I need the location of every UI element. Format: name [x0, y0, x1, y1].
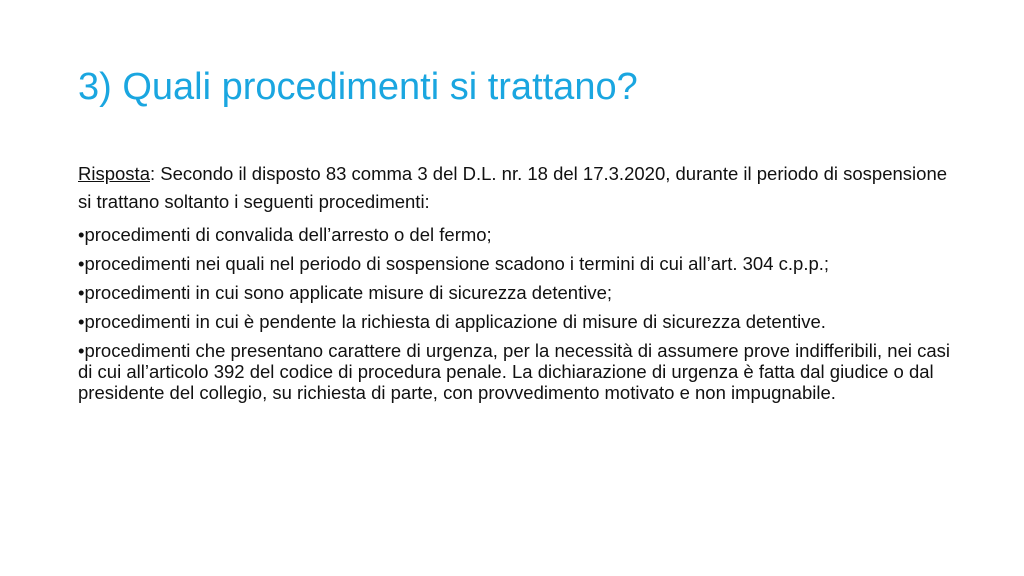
- slide-body: [78, 160, 950, 411]
- list-item: [78, 224, 950, 245]
- list-item-text: procedimenti in cui è pendente la richiesta di applicazione di misure di sicurezza detentive.: [84, 311, 826, 332]
- list-item: [78, 340, 950, 403]
- list-item-text: procedimenti che presentano carattere di urgenza, per la necessità di assumere prove indifferibili, nei casi di cui all’articolo 392 del codice di procedura penale. La dichiarazione di urgenza è fatta dal giudice o dal presidente del collegio, su richiesta di parte, con provvedimento motivato e non impugnabile.: [78, 340, 951, 403]
- answer-paragraph: [78, 160, 950, 216]
- slide-title: 3) Quali procedimenti si trattano?: [78, 66, 638, 108]
- list-item: [78, 311, 950, 332]
- bullet-icon: •: [78, 340, 85, 361]
- list-item: [78, 282, 950, 303]
- procedure-list: [78, 224, 950, 403]
- bullet-icon: •: [78, 253, 85, 274]
- list-item: [78, 253, 950, 274]
- bullet-icon: •: [78, 311, 85, 332]
- list-item-text: procedimenti nei quali nel periodo di sospensione scadono i termini di cui all’art. 304 c.p.p.;: [84, 253, 830, 274]
- list-item-text: procedimenti di convalida dell’arresto o del fermo;: [84, 224, 492, 245]
- answer-text: : Secondo il disposto 83 comma 3 del D.L. nr. 18 del 17.3.2020, durante il periodo di sospensione si trattano soltanto i seguenti procedimenti:: [78, 163, 948, 212]
- answer-label: Risposta: [78, 163, 150, 184]
- bullet-icon: •: [78, 224, 85, 245]
- list-item-text: procedimenti in cui sono applicate misure di sicurezza detentive;: [84, 282, 613, 303]
- bullet-icon: •: [78, 282, 85, 303]
